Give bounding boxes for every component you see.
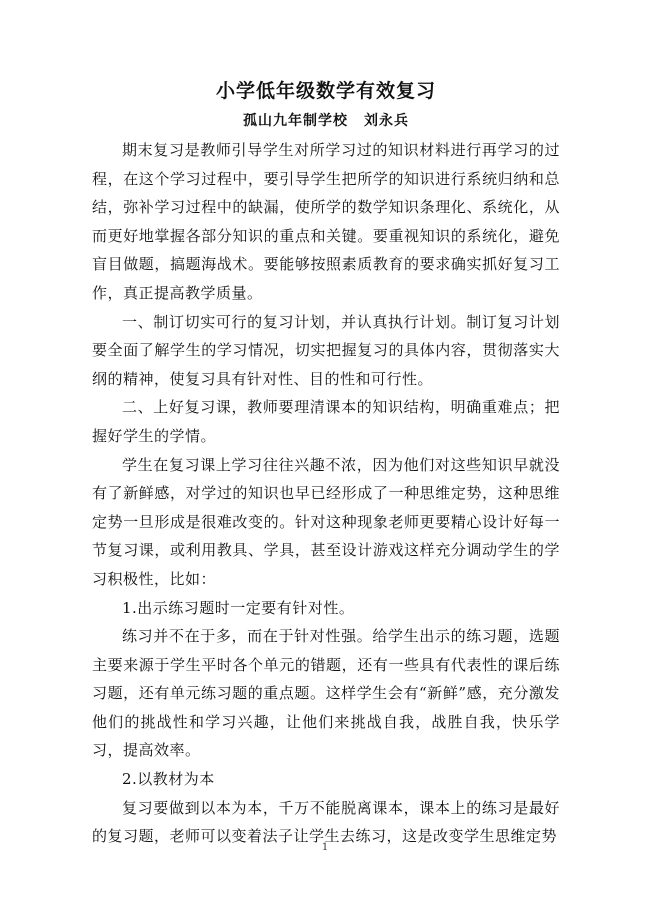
document-body — [92, 136, 560, 851]
document-title: 小学低年级数学有效复习 — [215, 80, 436, 102]
page-number: 1 — [321, 842, 329, 853]
author-line — [92, 108, 560, 134]
paragraph-intro: 期末复习是教师引导学生对所学习过的知识材料进行再学习的过程，在这个学习过程中，要引导学生把所学的知识进行系统归纳和总结，弥补学习过程中的缺漏，使所学的数学知识条理化、系统化，从而更好地掌握各部分知识的重点和关键。要重视知识的系统化，避免盲目做题，搞题海战术。要能够按照素质教育的要求确实抓好复习工作，真正提高教学质量。 — [92, 141, 560, 302]
paragraph-section-two: 二、上好复习课，教师要理清课本的知识结构，明确重难点；把握好学生的学情。 — [92, 398, 560, 445]
author-school: 孤山九年制学校 — [243, 113, 348, 129]
paragraph-point-two-body: 复习要做到以本为本，千万不能脱离课本，课本上的练习是最好的复习题，老师可以变着法子让学生去练习，这是改变学生思维定势 — [92, 798, 560, 846]
paragraph-point-one-heading: 1.出示练习题时一定要有针对性。 — [122, 598, 355, 617]
paragraph-section-one: 一、制订切实可行的复习计划，并认真执行计划。制订复习计划要全面了解学生的学习情况，切实把握复习的具体内容，贯彻落实大纲的精神，使复习具有针对性、目的性和可行性。 — [92, 312, 560, 388]
paragraph-point-two-heading: 2.以教材为本 — [122, 770, 215, 789]
paragraph-review-interest: 学生在复习课上学习往往兴趣不浓，因为他们对这些知识早就没有了新鲜感，对学过的知识也早已经形成了一种思维定势，这种思维定势一旦形成是很难改变的。针对这种现象老师更要精心设计好每一节复习课，或利用教具、学具，甚至设计游戏这样充分调动学生的学习积极性，比如： — [92, 455, 560, 588]
author-name: 刘永兵 — [364, 113, 409, 129]
paragraph-point-one-body: 练习并不在于多，而在于针对性强。给学生出示的练习题，选题主要来源于学生平时各个单元的错题，还有一些具有代表性的课后练习题，还有单元练习题的重点题。这样学生会有“新鲜”感，充分激发他们的挑战性和学习兴趣，让他们来挑战自我，战胜自我，快乐学习，提高效率。 — [92, 627, 560, 760]
